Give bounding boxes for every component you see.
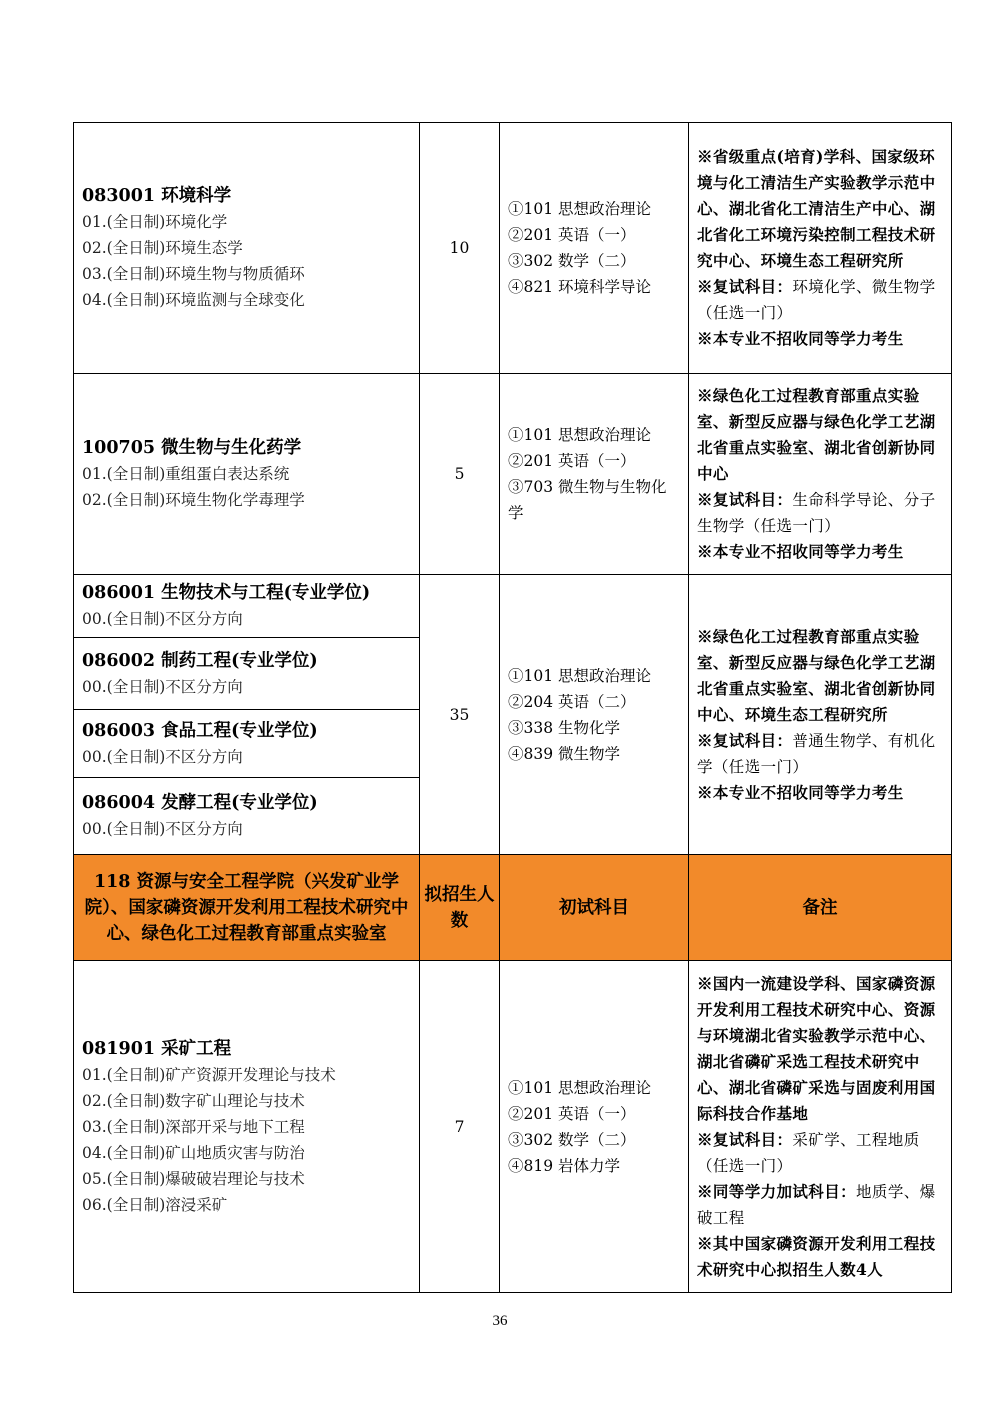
note-header: 备注 — [689, 855, 952, 961]
exam-subject: ②201 英语（一） — [508, 226, 636, 244]
exam-subject: ①101 思想政治理论 — [508, 426, 652, 444]
note-lab: ※绿色化工过程教育部重点实验室、新型反应器与绿色化学工艺湖北省重点实验室、湖北省创新协同中心、环境生态工程研究所 — [697, 626, 936, 724]
major-title: 083001 环境科学 — [82, 186, 232, 206]
admissions-table — [73, 122, 952, 1293]
major-title: 081901 采矿工程 — [82, 1038, 232, 1059]
exam-subject: ③703 微生物与生物化学 — [508, 478, 667, 522]
quota-cell: 5 — [420, 374, 500, 575]
quota-cell: 10 — [420, 123, 500, 374]
major-cell — [74, 778, 420, 855]
exam-cell — [500, 374, 689, 575]
page-number: 36 — [492, 1313, 508, 1329]
direction-item: 00.(全日制)不区分方向 — [82, 820, 243, 838]
table-row — [74, 575, 952, 638]
major-title: 086003 食品工程(专业学位) — [82, 720, 318, 741]
major-cell — [74, 638, 420, 710]
direction-item: 02.(全日制)环境生态学 — [82, 239, 243, 257]
major-cell — [74, 123, 420, 374]
exam-subject: ①101 思想政治理论 — [508, 1078, 652, 1097]
major-cell — [74, 374, 420, 575]
note-retest: ※复试科目：生命科学导论、分子生物学（任选一门） — [697, 490, 936, 535]
major-cell — [74, 710, 420, 778]
quota-cell: 7 — [420, 961, 500, 1293]
exam-subject: ④819 岩体力学 — [508, 1156, 621, 1175]
direction-item: 02.(全日制)数字矿山理论与技术 — [82, 1091, 305, 1110]
exam-cell — [500, 575, 689, 855]
exam-subject: ②204 英语（二） — [508, 692, 636, 711]
exam-subject: ③302 数学（二） — [508, 252, 636, 270]
major-cell — [74, 961, 420, 1293]
table-row — [74, 374, 952, 575]
exam-subject: ①101 思想政治理论 — [508, 666, 652, 685]
exam-subject: ②201 英语（一） — [508, 452, 636, 470]
direction-item: 04.(全日制)环境监测与全球变化 — [82, 291, 305, 309]
direction-item: 01.(全日制)环境化学 — [82, 213, 228, 231]
exam-subject: ④821 环境科学导论 — [508, 278, 652, 296]
note-retest: ※复试科目：普通生物学、有机化学（任选一门） — [697, 730, 936, 776]
note-equivalent: ※本专业不招收同等学力考生 — [697, 329, 904, 348]
major-title: 086004 发酵工程(专业学位) — [82, 793, 318, 813]
direction-item: 04.(全日制)矿山地质灾害与防治 — [82, 1143, 305, 1162]
exam-subject: ③338 生物化学 — [508, 718, 621, 737]
direction-item: 06.(全日制)溶浸采矿 — [82, 1195, 228, 1214]
note-cell — [689, 961, 952, 1293]
exam-cell — [500, 123, 689, 374]
table-row — [74, 123, 952, 374]
note-quota-detail: ※其中国家磷资源开发利用工程技术研究中心拟招生人数4人 — [697, 1233, 936, 1279]
note-equivalent: ※本专业不招收同等学力考生 — [697, 782, 904, 802]
direction-item: 03.(全日制)深部开采与地下工程 — [82, 1117, 305, 1136]
direction-item: 03.(全日制)环境生物与物质循环 — [82, 265, 305, 283]
major-title: 100705 微生物与生化药学 — [82, 438, 302, 458]
note-lab: ※绿色化工过程教育部重点实验室、新型反应器与绿色化学工艺湖北省重点实验室、湖北省创新协同中心 — [697, 386, 936, 483]
major-title: 086001 生物技术与工程(专业学位) — [82, 583, 371, 603]
quota-header: 拟招生人数 — [420, 855, 500, 961]
note-lab: ※省级重点(培育)学科、国家级环境与化工清洁生产实验教学示范中心、湖北省化工清洁生产中心、湖北省化工环境污染控制工程技术研究中心、环境生态工程研究所 — [697, 147, 936, 270]
direction-item: 00.(全日制)不区分方向 — [82, 747, 243, 766]
major-title: 086002 制药工程(专业学位) — [82, 650, 318, 671]
quota-cell: 35 — [420, 575, 500, 855]
direction-item: 00.(全日制)不区分方向 — [82, 610, 243, 628]
exam-subject: ①101 思想政治理论 — [508, 200, 652, 218]
college-name: 118 资源与安全工程学院（兴发矿业学院）、国家磷资源开发利用工程技术研究中心、绿色化工过程教育部重点实验室 — [74, 855, 420, 961]
major-cell — [74, 575, 420, 638]
exam-cell — [500, 961, 689, 1293]
direction-item: 01.(全日制)矿产资源开发理论与技术 — [82, 1065, 336, 1084]
note-extra-exam: ※同等学力加试科目：地质学、爆破工程 — [697, 1181, 936, 1227]
table-row — [74, 961, 952, 1293]
exam-subject: ③302 数学（二） — [508, 1130, 636, 1149]
exam-header: 初试科目 — [500, 855, 689, 961]
direction-item: 00.(全日制)不区分方向 — [82, 677, 243, 696]
note-retest: ※复试科目：环境化学、微生物学（任选一门） — [697, 277, 936, 322]
note-cell — [689, 123, 952, 374]
direction-item: 02.(全日制)环境生物化学毒理学 — [82, 491, 305, 509]
note-lab: ※国内一流建设学科、国家磷资源开发利用工程技术研究中心、资源与环境湖北省实验教学示范中心、湖北省磷矿采选工程技术研究中心、湖北省磷矿采选与固废利用国际科技合作基地 — [697, 973, 936, 1123]
note-retest: ※复试科目：采矿学、工程地质（任选一门） — [697, 1129, 920, 1175]
college-header-row — [74, 855, 952, 961]
direction-item: 01.(全日制)重组蛋白表达系统 — [82, 465, 290, 483]
note-cell — [689, 575, 952, 855]
note-cell — [689, 374, 952, 575]
exam-subject: ④839 微生物学 — [508, 744, 621, 763]
note-equivalent: ※本专业不招收同等学力考生 — [697, 542, 904, 561]
direction-item: 05.(全日制)爆破破岩理论与技术 — [82, 1169, 305, 1188]
exam-subject: ②201 英语（一） — [508, 1104, 636, 1123]
